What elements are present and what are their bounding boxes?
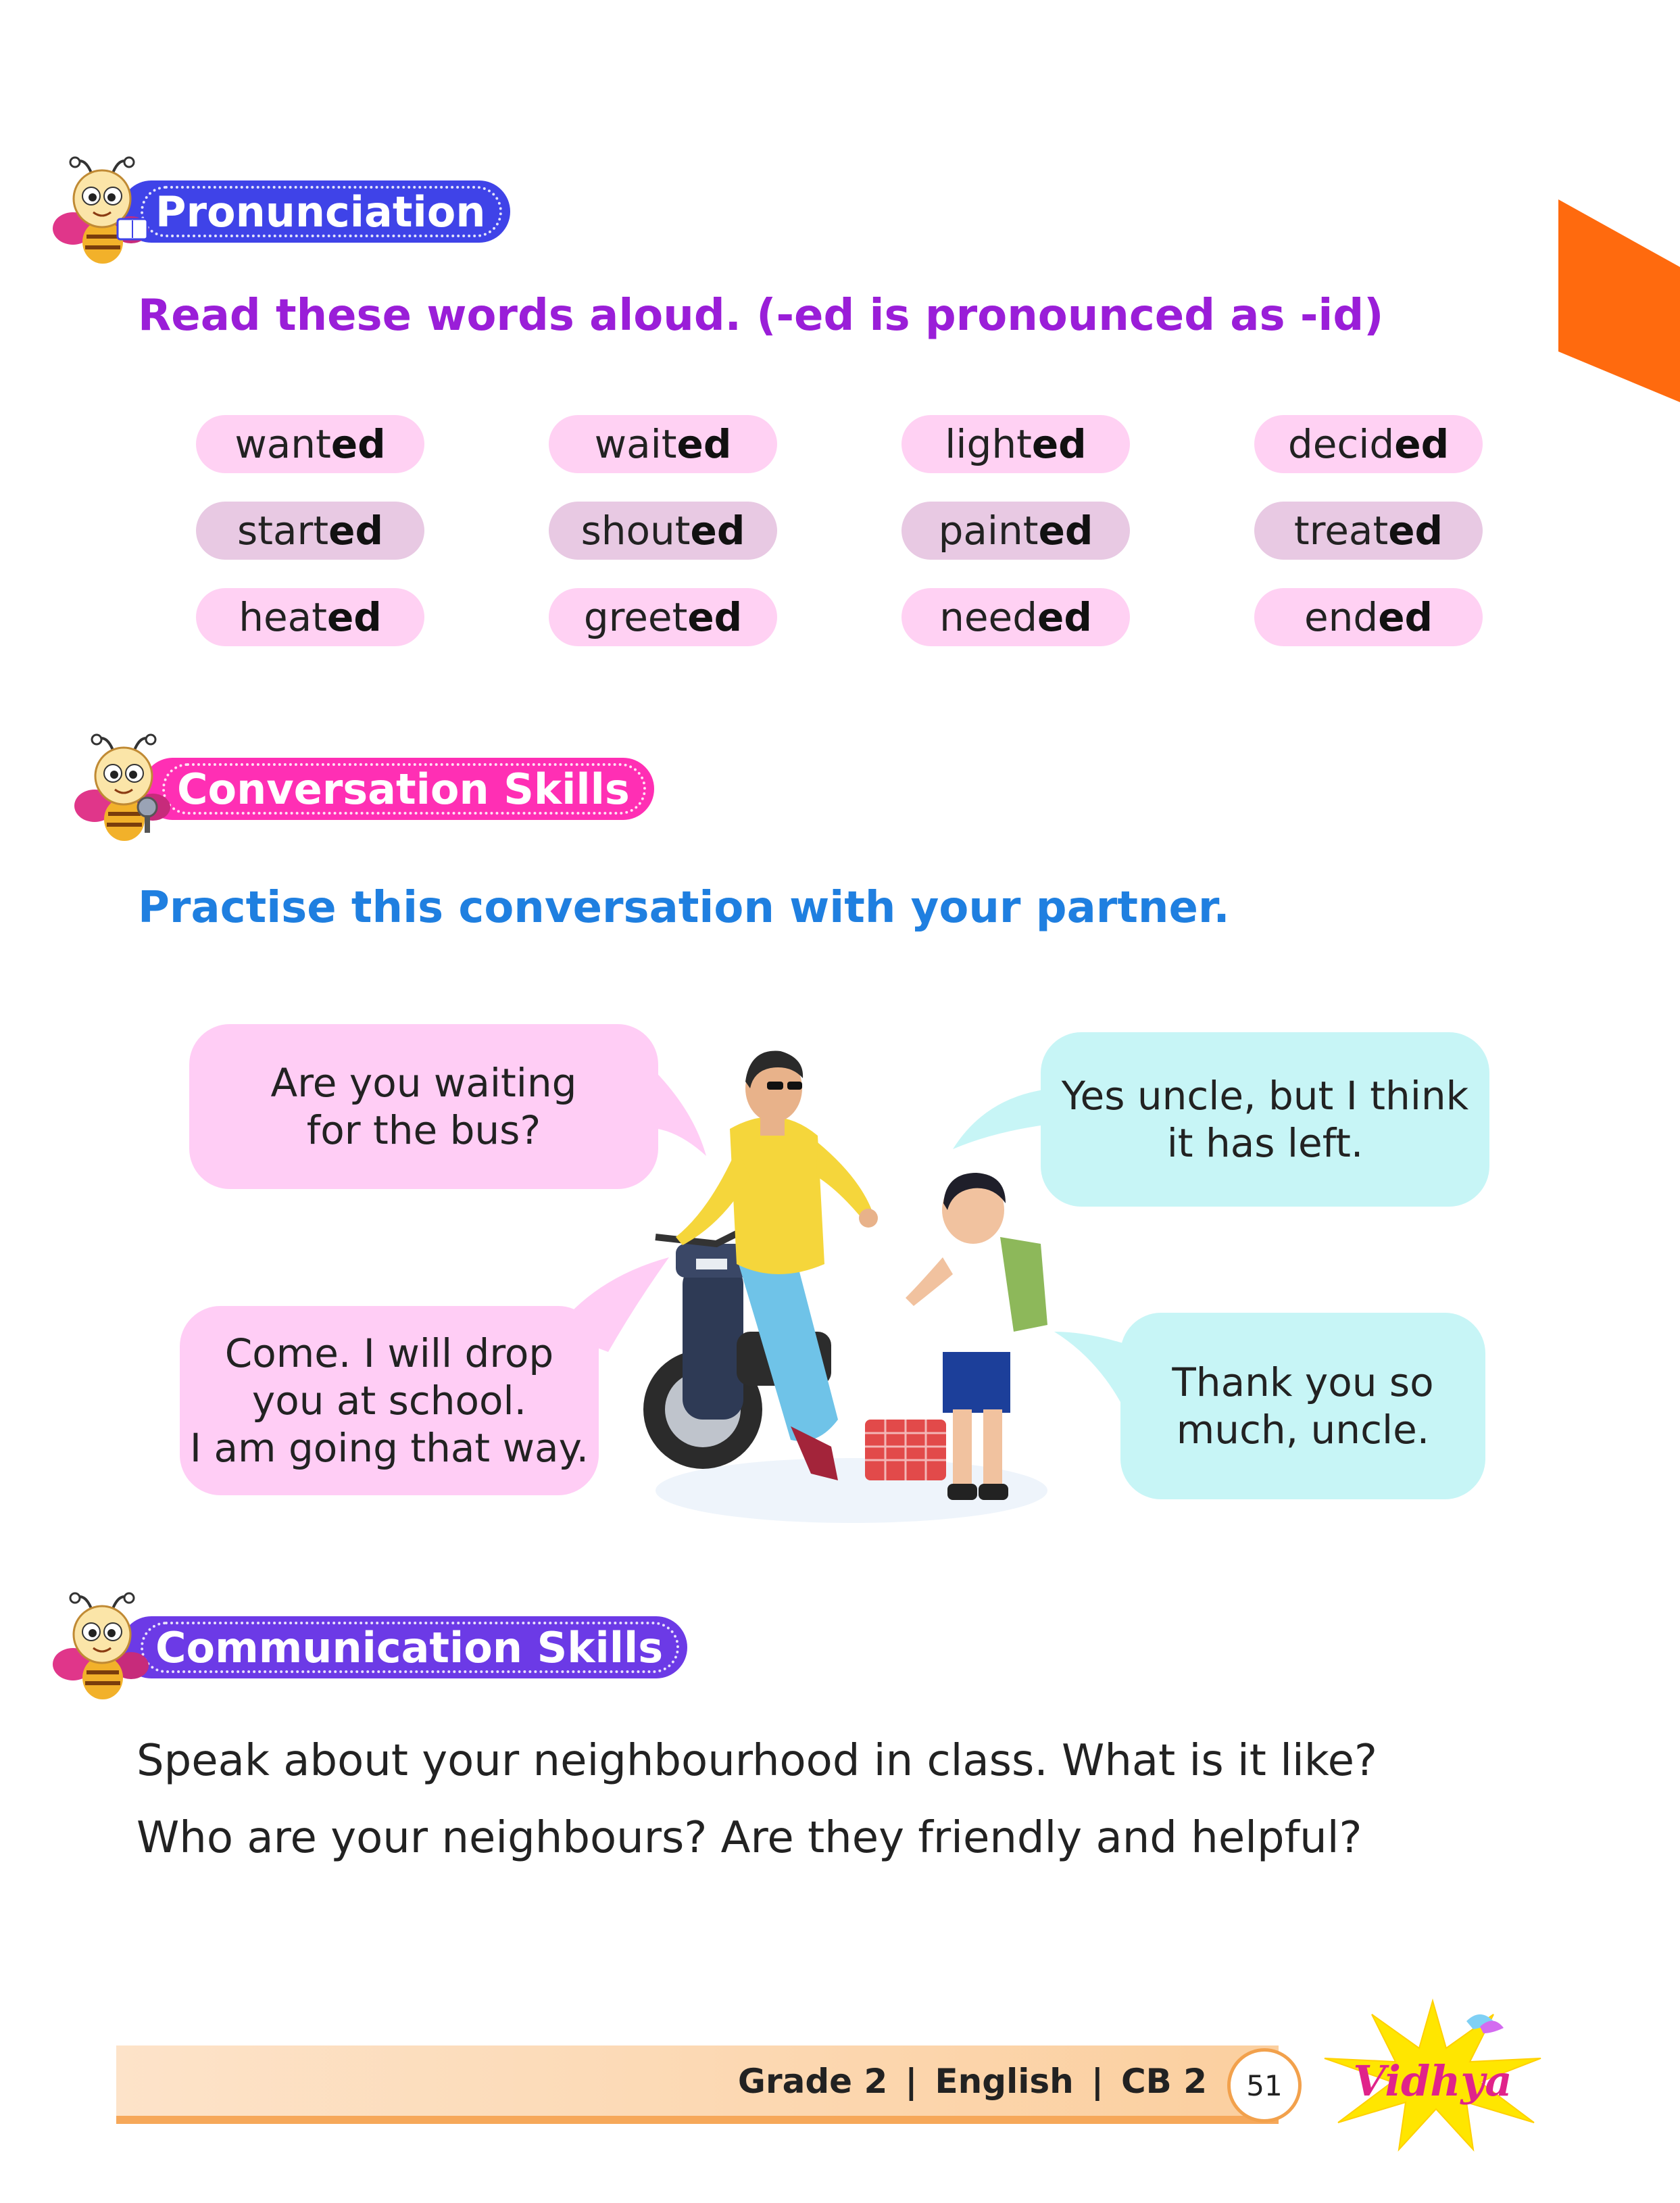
pronunciation-instruction: Read these words aloud. (-ed is pronounced as -id) (138, 291, 1384, 341)
pronunciation-title: Pronunciation (120, 180, 510, 243)
pronunciation-header (53, 154, 510, 269)
word-pill: end ed (1254, 588, 1483, 646)
word-pill: need ed (901, 588, 1130, 646)
word-pill: shout ed (549, 502, 777, 560)
communication-title: Communication Skills (120, 1616, 687, 1678)
footer-label (738, 2062, 1207, 2101)
conversation-instruction: Practise this conversation with your partner. (138, 883, 1230, 933)
communication-line-1: Speak about your neighbourhood in class. What is it like? (137, 1736, 1377, 1786)
page-number: 51 (1227, 2048, 1302, 2123)
bee-mascot-icon (53, 154, 154, 269)
vidhya-logo-icon (1311, 1994, 1554, 2156)
conversation-header (74, 731, 654, 846)
word-pill: decid ed (1254, 415, 1483, 473)
footer-grade: Grade 2 (737, 2062, 888, 2101)
word-pill: start ed (196, 502, 424, 560)
communication-header (53, 1590, 687, 1705)
word-pill: greet ed (549, 588, 777, 646)
communication-line-2: Who are your neighbours? Are they friendly and helpful? (137, 1813, 1362, 1863)
bee-mascot-icon (74, 731, 176, 846)
word-pill: wait ed (549, 415, 777, 473)
brand-name: Vidhya (1353, 2056, 1512, 2106)
speech-bubble-man-1: Are you waiting for the bus? (189, 1024, 658, 1189)
man-and-boy-illustration (635, 1041, 1068, 1528)
footer-book: CB 2 (1120, 2062, 1207, 2101)
footer-separator: | (1091, 2062, 1104, 2101)
speech-bubble-boy-2: Thank you so much, uncle. (1120, 1313, 1485, 1499)
word-pill: light ed (901, 415, 1130, 473)
corner-tab-decoration (1558, 199, 1680, 402)
word-pill: want ed (196, 415, 424, 473)
footer-subject: English (935, 2062, 1074, 2101)
conversation-title: Conversation Skills (142, 758, 654, 820)
word-pill: paint ed (901, 502, 1130, 560)
speech-bubble-boy-1: Yes uncle, but I think it has left. (1041, 1032, 1489, 1207)
word-pill: treat ed (1254, 502, 1483, 560)
footer-separator: | (905, 2062, 918, 2101)
bee-mascot-icon (53, 1590, 154, 1705)
word-pill: heat ed (196, 588, 424, 646)
speech-bubble-man-2: Come. I will drop you at school. I am going that way. (180, 1306, 599, 1495)
word-grid (196, 415, 1487, 650)
